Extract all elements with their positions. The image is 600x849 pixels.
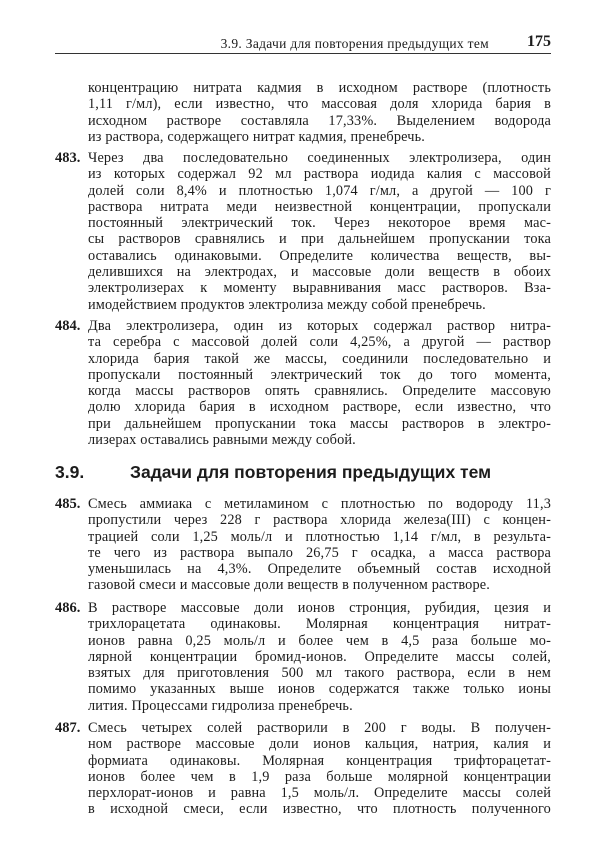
text-line: ионов равна 0,25 моль/л и более чем в 4,5 раза больше мо-: [88, 632, 551, 649]
text-line: Смесь четырех солей растворили в 200 г воды. В получен-: [88, 720, 551, 736]
text-line: трацией соли 1,25 моль/л и плотностью 1,14 г/мл, в результа-: [88, 528, 551, 545]
text-line: газовой смеси и массовые доли веществ в полученном растворе.: [88, 577, 490, 594]
text-line: оставались одинаковыми. Определите количества веществ, вы-: [88, 247, 551, 264]
text-line: формиата одинаковы. Молярная концентрация трифторацетат-: [88, 752, 551, 769]
text-line: перхлорат-ионов и равна 1,5 моль/л. Определите массы солей: [88, 785, 551, 802]
running-header: [55, 33, 551, 54]
problem-number: 484.: [55, 318, 81, 334]
text-line: пропустили через 228 г раствора хлорида железа(III) с концен-: [88, 512, 551, 529]
text-line: хлорида бария такой же массы, соединили последовательно и: [88, 350, 551, 367]
text-line: Через два последовательно соединенных электролизера, один: [88, 150, 551, 166]
text-line: Два электролизера, один из которых содержал раствор нитра-: [88, 318, 551, 334]
text-line: электролизерах к моменту выравнивания масс растворов. Вза-: [88, 280, 551, 297]
text-line: лизерах оставались равными между собой.: [88, 432, 356, 449]
text-line: пропускали постоянный электрический ток до того момента,: [88, 366, 551, 383]
text-line: из которых содержал 92 мл раствора иодида калия с массовой: [88, 166, 551, 183]
text-line: 1,11 г/мл), если известно, что массовая доля хлорида бария в: [88, 96, 551, 113]
text-line: исходном растворе составляла 17,33%. Выделением водорода: [88, 112, 551, 129]
problem-number: 485.: [55, 496, 81, 512]
problem-number: 487.: [55, 720, 81, 736]
problem-483: [55, 150, 551, 313]
text-line: когда массы растворов опять сравнялись. Определите массовую: [88, 383, 551, 400]
text-line: та серебра с массовой долей соли 4,25%, а другой — раствор: [88, 334, 551, 351]
text-line: при дальнейшем пропускании тока массы растворов в электро-: [88, 415, 551, 432]
problem-484: [55, 318, 551, 448]
text-line: лития. Процессами гидролиза пренебречь.: [88, 697, 353, 714]
text-line: раствора нитрата меди неизвестной концентрации, пропускали: [88, 198, 551, 215]
running-header-title: 3.9. Задачи для повторения предыдущих тем: [220, 36, 489, 51]
problem-486: [55, 600, 551, 714]
section-title: Задачи для повторения предыдущих тем: [130, 462, 492, 482]
text-line: делившихся на электродах, и массовые доли веществ в обоих: [88, 264, 551, 281]
continued-text: [55, 80, 551, 145]
text-line: постоянный электрический ток. Через некоторое время мас-: [88, 215, 551, 232]
text-line: долю хлорида бария в исходном растворе, если известно, что: [88, 399, 551, 416]
text-line: лярной концентрации бромид-ионов. Определите массы солей,: [88, 648, 551, 665]
section-number: 3.9.: [55, 462, 85, 482]
text-line: имодействием продуктов электролиза между собой пренебречь.: [88, 296, 486, 313]
text-line: из раствора, содержащего нитрат кадмия, пренебречь.: [88, 128, 425, 145]
text-line: уменьшилась на 4,3%. Определите объемный состав исходной: [88, 561, 551, 578]
text-line: сы растворов сравнялись и при дальнейшем пропускании тока: [88, 231, 551, 248]
text-line: взятых для приготовления 500 мл такого раствора, если в нем: [88, 665, 551, 682]
text-line: ионов более чем в 1,9 раза больше молярной концентрации: [88, 768, 551, 785]
text-line: трихлорацетата одинаковы. Молярная концентрация нитрат-: [88, 616, 551, 633]
text-line: помимо указанных выше ионов содержатся также только ионы: [88, 681, 551, 698]
text-line: ном растворе массовые доли ионов кальция, натрия, калия и: [88, 736, 551, 753]
text-line: долей соли 8,4% и плотностью 1,074 г/мл, а другой — 100 г: [88, 182, 551, 199]
problem-number: 486.: [55, 600, 81, 616]
page-number: 175: [527, 33, 551, 50]
problem-487: [55, 720, 551, 818]
problem-number: 483.: [55, 150, 81, 166]
text-line: концентрацию нитрата кадмия в исходном растворе (плотность: [88, 80, 551, 96]
text-line: В растворе массовые доли ионов стронция, рубидия, цезия и: [88, 600, 551, 616]
text-line: в исходной смеси, если известно, что плотность полученного: [88, 801, 551, 818]
problem-485: [55, 496, 551, 594]
text-line: Смесь аммиака с метиламином с плотностью по водороду 11,3: [88, 496, 551, 512]
section-heading: [55, 462, 491, 483]
text-line: те чего из раствора выпало 26,75 г осадка, а масса раствора: [88, 544, 551, 561]
